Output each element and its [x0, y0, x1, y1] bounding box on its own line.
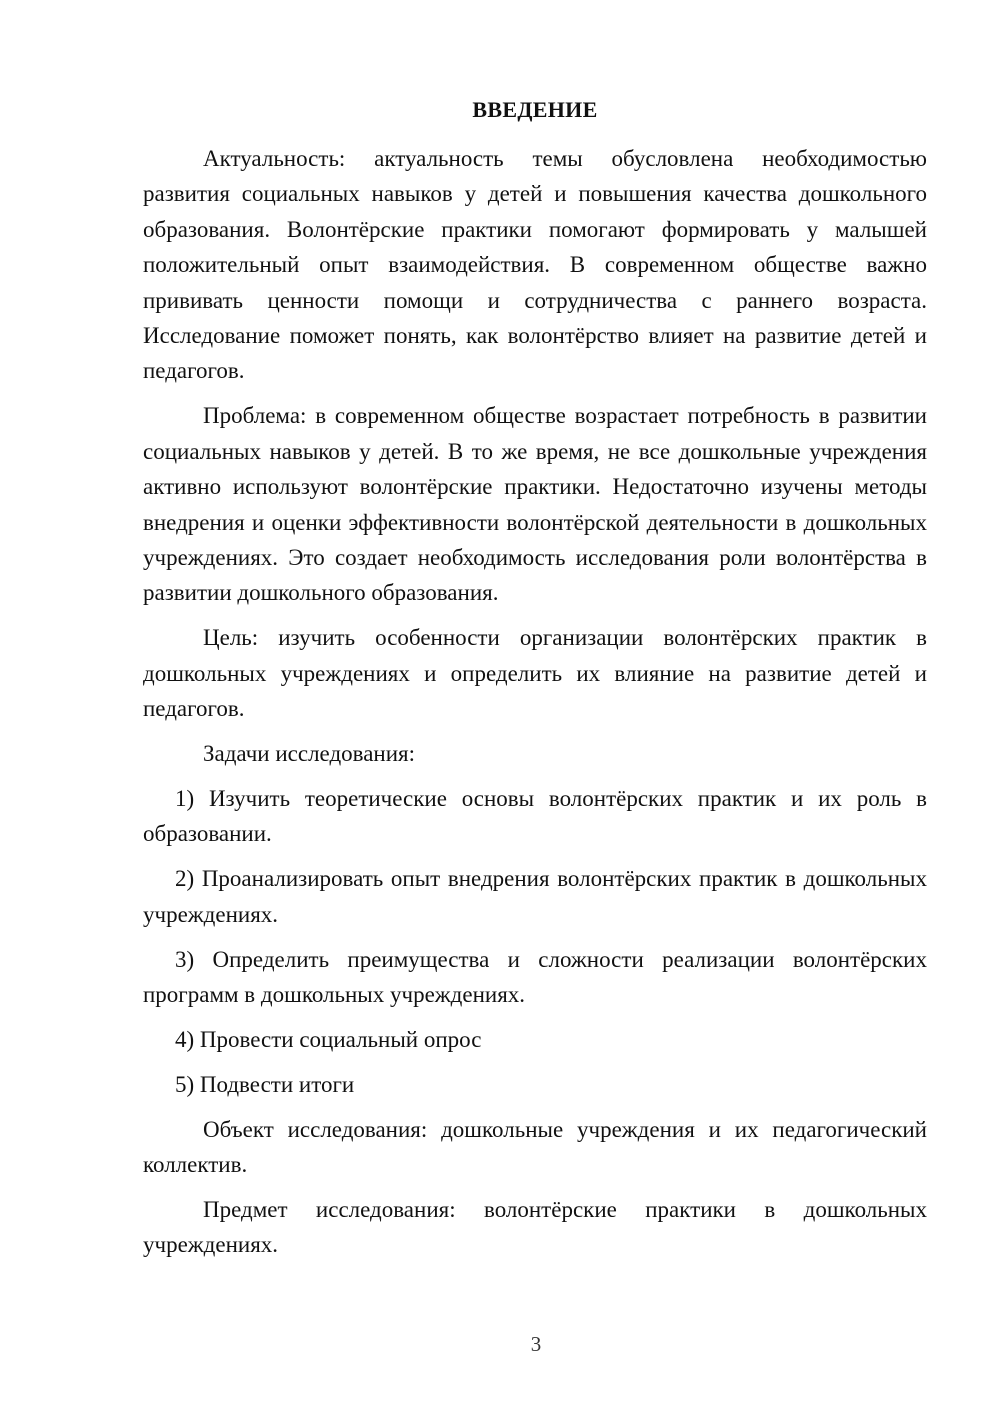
- document-body: [143, 92, 927, 1272]
- task-item-1: 1) Изучить теоретические основы волонтёрских практик и их роль в образовании.: [143, 785, 927, 847]
- page-number: 3: [530, 1332, 542, 1356]
- goal-paragraph: Цель: изучить особенности организации волонтёрских практик в дошкольных учреждениях и определить их влияние на развитие детей и педагогов.: [143, 625, 927, 722]
- task-item-3: 3) Определить преимущества и сложности реализации волонтёрских программ в дошкольных учреждениях.: [143, 946, 927, 1007]
- task-item-4: 4) Провести социальный опрос: [175, 1026, 482, 1052]
- section-heading: ВВЕДЕНИЕ: [472, 97, 598, 122]
- task-item-2: 2) Проанализировать опыт внедрения волонтёрских практик в дошкольных учреждениях.: [143, 866, 927, 927]
- task-item-5: 5) Подвести итоги: [175, 1071, 355, 1097]
- tasks-title: Задачи исследования:: [203, 741, 416, 766]
- problem-paragraph: Проблема: в современном обществе возрастает потребность в развитии социальных навыков у детей. В то же время, не все дошкольные учреждения активно используют волонтёрские практики. Недостаточно изучены методы внедрения и оценки эффективности волонтёрской деятельности в дошкольных учреждениях. Это создает необходимость исследования роли волонтёрства в развитии дошкольного образования.: [143, 403, 927, 606]
- subject-paragraph: Предмет исследования: волонтёрские практики в дошкольных учреждениях.: [143, 1196, 927, 1258]
- relevance-paragraph: Актуальность: актуальность темы обусловлена необходимостью развития социальных навыков у детей и повышения качества дошкольного образования. Волонтёрские практики помогают формировать у малышей положительный опыт взаимодействия. В современном обществе важно прививать ценности помощи и сотрудничества с раннего возраста. Исследование поможет понять, как волонтёрство влияет на развитие детей и педагогов.: [143, 146, 927, 384]
- object-paragraph: Объект исследования: дошкольные учреждения и их педагогический коллектив.: [143, 1116, 927, 1178]
